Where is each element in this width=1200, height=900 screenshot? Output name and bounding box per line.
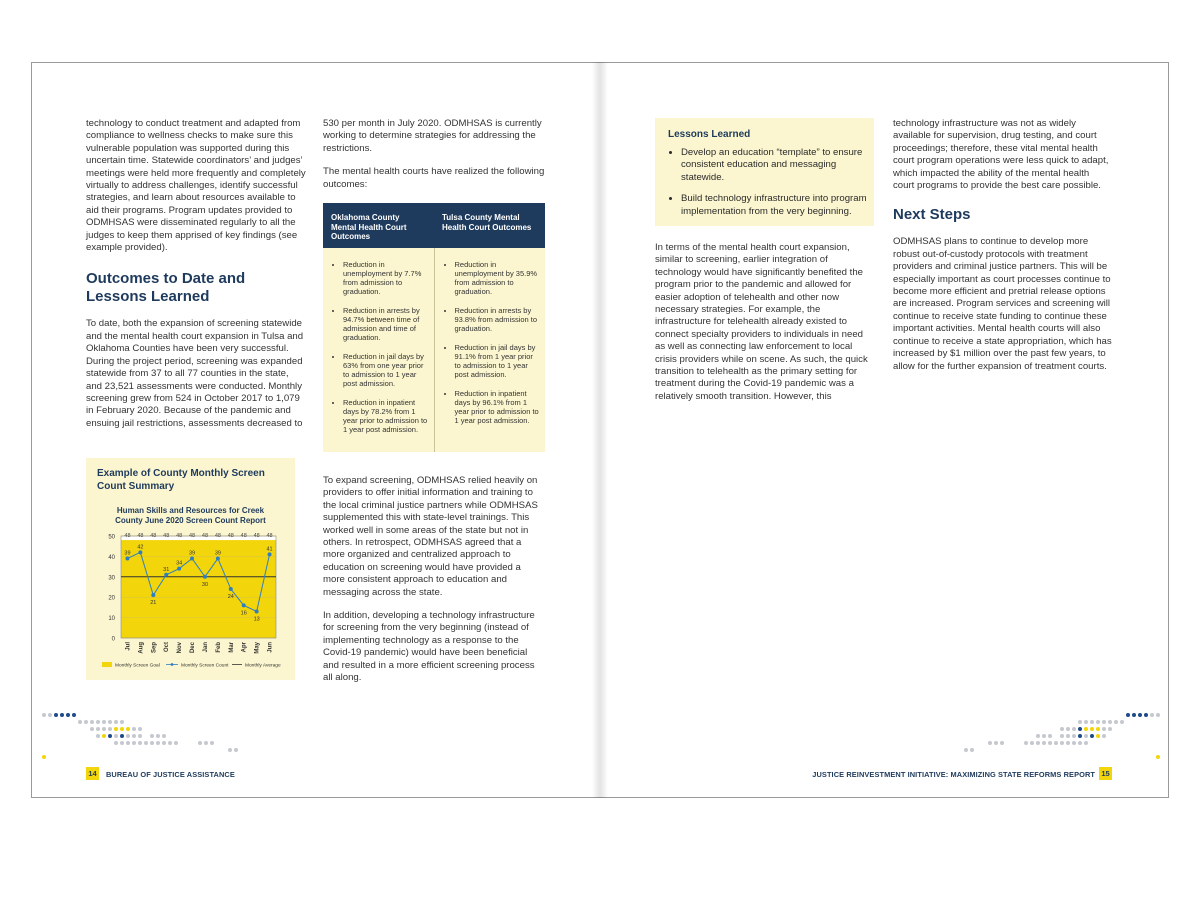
decorative-dot xyxy=(1078,727,1082,731)
decorative-dot xyxy=(234,748,238,752)
decorative-dot xyxy=(90,720,94,724)
outcome-item: • Reduction in inpatient days by 78.2% from 1 year prior to admission to 1 year post admission. xyxy=(343,398,428,434)
decorative-dot xyxy=(78,720,82,724)
decorative-dot xyxy=(988,741,992,745)
count-data-label: 31 xyxy=(163,566,170,573)
goal-data-label: 48 xyxy=(240,533,247,540)
oklahoma-outcomes-cell xyxy=(323,248,434,452)
decorative-dot xyxy=(174,741,178,745)
decorative-dot xyxy=(1060,741,1064,745)
callout-title: Example of County Monthly Screen Count Summary xyxy=(97,468,265,492)
decorative-dot xyxy=(126,727,130,731)
x-tick-label: Jul xyxy=(125,642,132,651)
decorative-dot xyxy=(150,734,154,738)
decorative-dot xyxy=(156,741,160,745)
count-data-label: 16 xyxy=(240,610,247,617)
count-data-label: 24 xyxy=(227,594,234,601)
page-number: 14 xyxy=(86,767,99,780)
lessons-learned-callout xyxy=(655,118,874,226)
decorative-dot xyxy=(1042,741,1046,745)
goal-data-label: 48 xyxy=(201,533,209,540)
outcomes-table xyxy=(323,203,545,452)
decorative-dot xyxy=(1126,713,1130,717)
outcome-item: • Reduction in unemployment by 7.7% from admission to graduation. xyxy=(343,260,428,296)
count-data-label: 30 xyxy=(201,581,209,588)
decorative-dot xyxy=(1084,720,1088,724)
lessons-title: Lessons Learned xyxy=(668,129,751,140)
decorative-dot xyxy=(108,720,112,724)
decorative-dot xyxy=(102,720,106,724)
decorative-dot xyxy=(48,713,52,717)
outcome-item: • Reduction in jail days by 91.1% from 1 year prior to admission to 1 year post admission. xyxy=(455,343,540,379)
data-point xyxy=(229,587,233,591)
count-data-label: 13 xyxy=(253,616,260,623)
decorative-dot xyxy=(156,734,160,738)
decorative-dot xyxy=(1090,727,1094,731)
decorative-dot xyxy=(1078,720,1082,724)
x-tick-label: Oct xyxy=(164,642,171,653)
decorative-dot xyxy=(126,741,130,745)
decorative-dot xyxy=(126,734,130,738)
decorative-dot xyxy=(1030,741,1034,745)
data-point xyxy=(255,609,259,613)
decorative-dot xyxy=(1138,713,1142,717)
legend-label: Monthly Screen Count xyxy=(181,663,229,669)
decorative-dot xyxy=(1108,727,1112,731)
decorative-dot xyxy=(1036,734,1040,738)
right-column-2 xyxy=(893,118,1113,384)
decorative-dot xyxy=(1024,741,1028,745)
goal-data-label: 48 xyxy=(214,533,221,540)
decorative-dot xyxy=(162,734,166,738)
count-data-label: 34 xyxy=(176,560,183,567)
decorative-dot xyxy=(102,727,106,731)
decorative-dot xyxy=(42,755,46,759)
data-point xyxy=(151,593,155,597)
outcome-item: • Reduction in arrests by 94.7% between time of admission and time of graduation. xyxy=(343,306,428,342)
y-tick-label: 50 xyxy=(108,534,115,541)
decorative-dot xyxy=(132,727,136,731)
decorative-dot xyxy=(1090,720,1094,724)
decorative-dot xyxy=(198,741,202,745)
footer-label: BUREAU OF JUSTICE ASSISTANCE xyxy=(106,770,235,779)
decorative-dot xyxy=(138,741,142,745)
decorative-dot xyxy=(1144,713,1148,717)
goal-data-label: 48 xyxy=(266,533,273,540)
decorative-dot xyxy=(42,713,46,717)
decorative-dot xyxy=(1096,720,1100,724)
decorative-dot xyxy=(1156,713,1160,717)
legend-swatch-goal xyxy=(102,662,112,667)
data-point xyxy=(177,567,181,571)
decorative-dot xyxy=(72,713,76,717)
section-heading: Outcomes to Date and Lessons Learned xyxy=(86,270,246,306)
list-item: • Develop an education “template” to ensure consistent education and messaging statewide. xyxy=(681,147,868,184)
count-data-label: 39 xyxy=(214,550,221,557)
decorative-dot xyxy=(162,741,166,745)
decorative-dot xyxy=(994,741,998,745)
paragraph: The mental health courts have realized the following outcomes: xyxy=(323,166,545,190)
count-data-label: 39 xyxy=(188,550,196,557)
decorative-dot xyxy=(90,727,94,731)
data-point xyxy=(138,550,142,554)
y-tick-label: 20 xyxy=(108,595,115,602)
decorative-dot xyxy=(108,727,112,731)
legend-label: Monthly Screen Goal xyxy=(115,663,160,669)
x-tick-label: Sep xyxy=(151,642,158,654)
decorative-dot xyxy=(54,713,58,717)
decorative-dot xyxy=(1078,741,1082,745)
goal-data-label: 48 xyxy=(150,533,157,540)
paragraph: To expand screening, ODMHSAS relied heavily on providers to offer initial information and training to the local criminal justice partners while ODMHSAS supplemented this with state-level trainings. This worked well in some areas of the state but not in others. In retrospect, ODMHSAS agreed that a more organized and centralized approach to education on screening would have provided a more consistent approach to education and messaging across the state. xyxy=(323,475,538,598)
decorative-dot xyxy=(138,734,142,738)
decorative-dot xyxy=(114,720,118,724)
y-tick-label: 10 xyxy=(108,616,115,623)
decorative-dot xyxy=(1114,720,1118,724)
x-tick-label: Nov xyxy=(177,642,184,654)
data-point xyxy=(164,573,168,577)
left-column-2-lower xyxy=(323,475,545,696)
data-point xyxy=(242,603,246,607)
decorative-dot xyxy=(1072,727,1076,731)
decorative-dot xyxy=(132,741,136,745)
decorative-dot xyxy=(114,741,118,745)
list-item: • Build technology infrastructure into program implementation from the very beginning. xyxy=(681,193,868,218)
table-header-tulsa: Tulsa County Mental Health Court Outcomes xyxy=(434,203,545,248)
goal-data-label: 48 xyxy=(227,533,234,540)
decorative-dot xyxy=(1042,734,1046,738)
legend-label: Monthly Average xyxy=(245,663,281,669)
book-gutter xyxy=(592,62,608,798)
decorative-dot xyxy=(1156,755,1160,759)
decorative-dot xyxy=(1060,727,1064,731)
lessons-list xyxy=(668,147,868,218)
decorative-dot xyxy=(1072,734,1076,738)
screen-count-chart xyxy=(86,458,295,680)
decorative-dot xyxy=(168,741,172,745)
decorative-dot xyxy=(1120,720,1124,724)
paragraph: technology infrastructure was not as widely available for supervision, drug testing, and court proceedings; therefore, these vital mental health court program operations were less quick to adapt, which impacted the ability of the mental health court programs to provide the best care possible. xyxy=(893,118,1109,192)
y-tick-label: 0 xyxy=(111,636,115,643)
goal-data-label: 48 xyxy=(137,533,144,540)
x-tick-label: May xyxy=(254,642,261,654)
decorative-dot xyxy=(1054,741,1058,745)
decorative-dot xyxy=(102,734,106,738)
data-point xyxy=(190,556,194,560)
decorative-dot xyxy=(114,734,118,738)
decorative-dot xyxy=(1072,741,1076,745)
decorative-dot xyxy=(66,713,70,717)
left-column-2 xyxy=(323,118,545,202)
decorative-dot xyxy=(132,734,136,738)
decorative-dot xyxy=(1048,741,1052,745)
decorative-dot xyxy=(150,741,154,745)
decorative-dot xyxy=(1102,734,1106,738)
decorative-dot xyxy=(1000,741,1004,745)
decorative-dot xyxy=(1102,727,1106,731)
decorative-dot xyxy=(964,748,968,752)
goal-data-label: 48 xyxy=(253,533,260,540)
decorative-dot xyxy=(1078,734,1082,738)
paragraph: In terms of the mental health court expansion, similar to screening, earlier integration of technology would have significantly benefited the program prior to the pandemic and allowed for easier adoption of telehealth and other now necessary strategies. For example, the infrastructure for telehealth already existed to connect specialty providers to individuals in need as well as connecting law enforcement to local crisis providers while on scene. As such, the quick transition to telehealth as the primary setting for treatment during the Covid-19 pandemic was a relatively smooth transition. However, this xyxy=(655,242,868,402)
count-data-label: 21 xyxy=(150,600,157,607)
decorative-dot xyxy=(1066,727,1070,731)
goal-data-label: 48 xyxy=(188,533,196,540)
decorative-dot xyxy=(120,741,124,745)
y-tick-label: 40 xyxy=(108,554,115,561)
count-data-label: 39 xyxy=(124,550,131,557)
x-tick-label: Aug xyxy=(138,642,145,654)
data-point xyxy=(125,556,129,560)
decorative-dot xyxy=(1084,741,1088,745)
section-heading: Next Steps xyxy=(893,206,971,224)
decorative-dot xyxy=(60,713,64,717)
series-area-monthly-screen-goal xyxy=(121,540,276,638)
decorative-dot xyxy=(1084,734,1088,738)
decorative-dot xyxy=(1084,727,1088,731)
decorative-dot xyxy=(970,748,974,752)
paragraph: technology to conduct treatment and adapted from compliance to wellness checks to make sure this vulnerable population was supported during this uncertain time. Statewide coordinators’ and judges’ meetings were held more frequently and completely virtually to address challenges, identify successful strategies, and learn about resources available to aid their programs. Program updates provided to ODMHSAS were disseminated regularly to all the judges to keep them apprised of key findings (see example provided). xyxy=(86,118,306,254)
decorative-dot xyxy=(144,741,148,745)
x-tick-label: Jun xyxy=(267,642,274,653)
chart-title: Human Skills and Resources for Creek County June 2020 Screen Count Report xyxy=(115,506,266,525)
page-number: 15 xyxy=(1099,767,1112,780)
decorative-dot xyxy=(120,734,124,738)
tulsa-outcomes-cell xyxy=(434,248,545,452)
decorative-dot xyxy=(1060,734,1064,738)
decorative-dot xyxy=(1090,734,1094,738)
right-column-1 xyxy=(655,242,875,414)
x-tick-label: Feb xyxy=(215,642,222,653)
y-tick-label: 30 xyxy=(108,575,115,582)
data-point xyxy=(268,552,272,556)
footer-label: JUSTICE REINVESTMENT INITIATIVE: MAXIMIZING STATE REFORMS REPORT xyxy=(812,770,1095,779)
decorative-dot xyxy=(96,727,100,731)
decorative-dot xyxy=(228,748,232,752)
decorative-dot xyxy=(1066,734,1070,738)
chart-callout xyxy=(86,458,295,680)
decorative-dot xyxy=(1048,734,1052,738)
decorative-dot xyxy=(96,720,100,724)
outcome-item: • Reduction in arrests by 93.8% from admission to graduation. xyxy=(455,306,540,333)
decorative-dot xyxy=(1036,741,1040,745)
decorative-dot xyxy=(108,734,112,738)
paragraph: In addition, developing a technology infrastructure for screening from the very beginning (instead of implementing technology as a response to the Covid-19 pandemic) would have been beneficial and resulted in a more efficient screening process all along. xyxy=(323,610,535,684)
decorative-dot xyxy=(1108,720,1112,724)
paragraph: To date, both the expansion of screening statewide and the mental health court expansion in Tulsa and Oklahoma Counties have been very successful. During the project period, screening was expanded statewide from 37 to all 77 counties in the state, and 23,521 assessments were conducted. Monthly screening grew from 524 in October 2017 to 1,079 in February 2020. Because of the pandemic and ensuing jail restrictions, assessments decreased to xyxy=(86,318,304,429)
decorative-dot xyxy=(84,720,88,724)
paragraph: 530 per month in July 2020. ODMHSAS is currently working to determine strategies for addressing the restrictions. xyxy=(323,118,542,154)
decorative-dot xyxy=(204,741,208,745)
goal-data-label: 48 xyxy=(176,533,183,540)
decorative-dot xyxy=(1096,734,1100,738)
count-data-label: 41 xyxy=(266,546,273,553)
outcome-item: • Reduction in jail days by 63% from one year prior to admission to 1 year post admission. xyxy=(343,352,428,388)
decorative-dot xyxy=(1066,741,1070,745)
decorative-dot xyxy=(114,727,118,731)
x-tick-label: Dec xyxy=(190,642,197,654)
left-column-1 xyxy=(86,118,306,441)
data-point xyxy=(203,575,207,579)
decorative-dot xyxy=(1150,713,1154,717)
goal-data-label: 48 xyxy=(163,533,170,540)
decorative-dot xyxy=(1102,720,1106,724)
decorative-dot xyxy=(120,727,124,731)
table-header-oklahoma: Oklahoma County Mental Health Court Outcomes xyxy=(323,203,434,248)
decorative-dot xyxy=(1132,713,1136,717)
x-tick-label: Apr xyxy=(241,642,248,653)
decorative-dot xyxy=(138,727,142,731)
decorative-dot xyxy=(1096,727,1100,731)
goal-data-label: 48 xyxy=(124,533,131,540)
data-point xyxy=(216,556,220,560)
paragraph: ODMHSAS plans to continue to develop more robust out-of-custody protocols with treatment providers and criminal justice partners. This will be especially important as court processes continue to become more efficient and pretrial release options are increased. Program services and screening will continue to receive state funding to continue these important activities. Mental health courts will also continue to receive a state appropriation, which has increased by $1 million over the past few years, to allow for the further expansion of treatment courts. xyxy=(893,236,1112,372)
x-tick-label: Jan xyxy=(202,642,209,653)
decorative-dot xyxy=(210,741,214,745)
x-tick-label: Mar xyxy=(228,642,235,653)
decorative-dot xyxy=(120,720,124,724)
count-data-label: 42 xyxy=(137,544,144,551)
legend-marker-count xyxy=(171,663,174,666)
decorative-dot xyxy=(96,734,100,738)
outcome-item: • Reduction in unemployment by 35.9% from admission to graduation. xyxy=(455,260,540,296)
outcome-item: • Reduction in inpatient days by 96.1% from 1 year prior to admission to 1 year post admission. xyxy=(455,389,540,425)
